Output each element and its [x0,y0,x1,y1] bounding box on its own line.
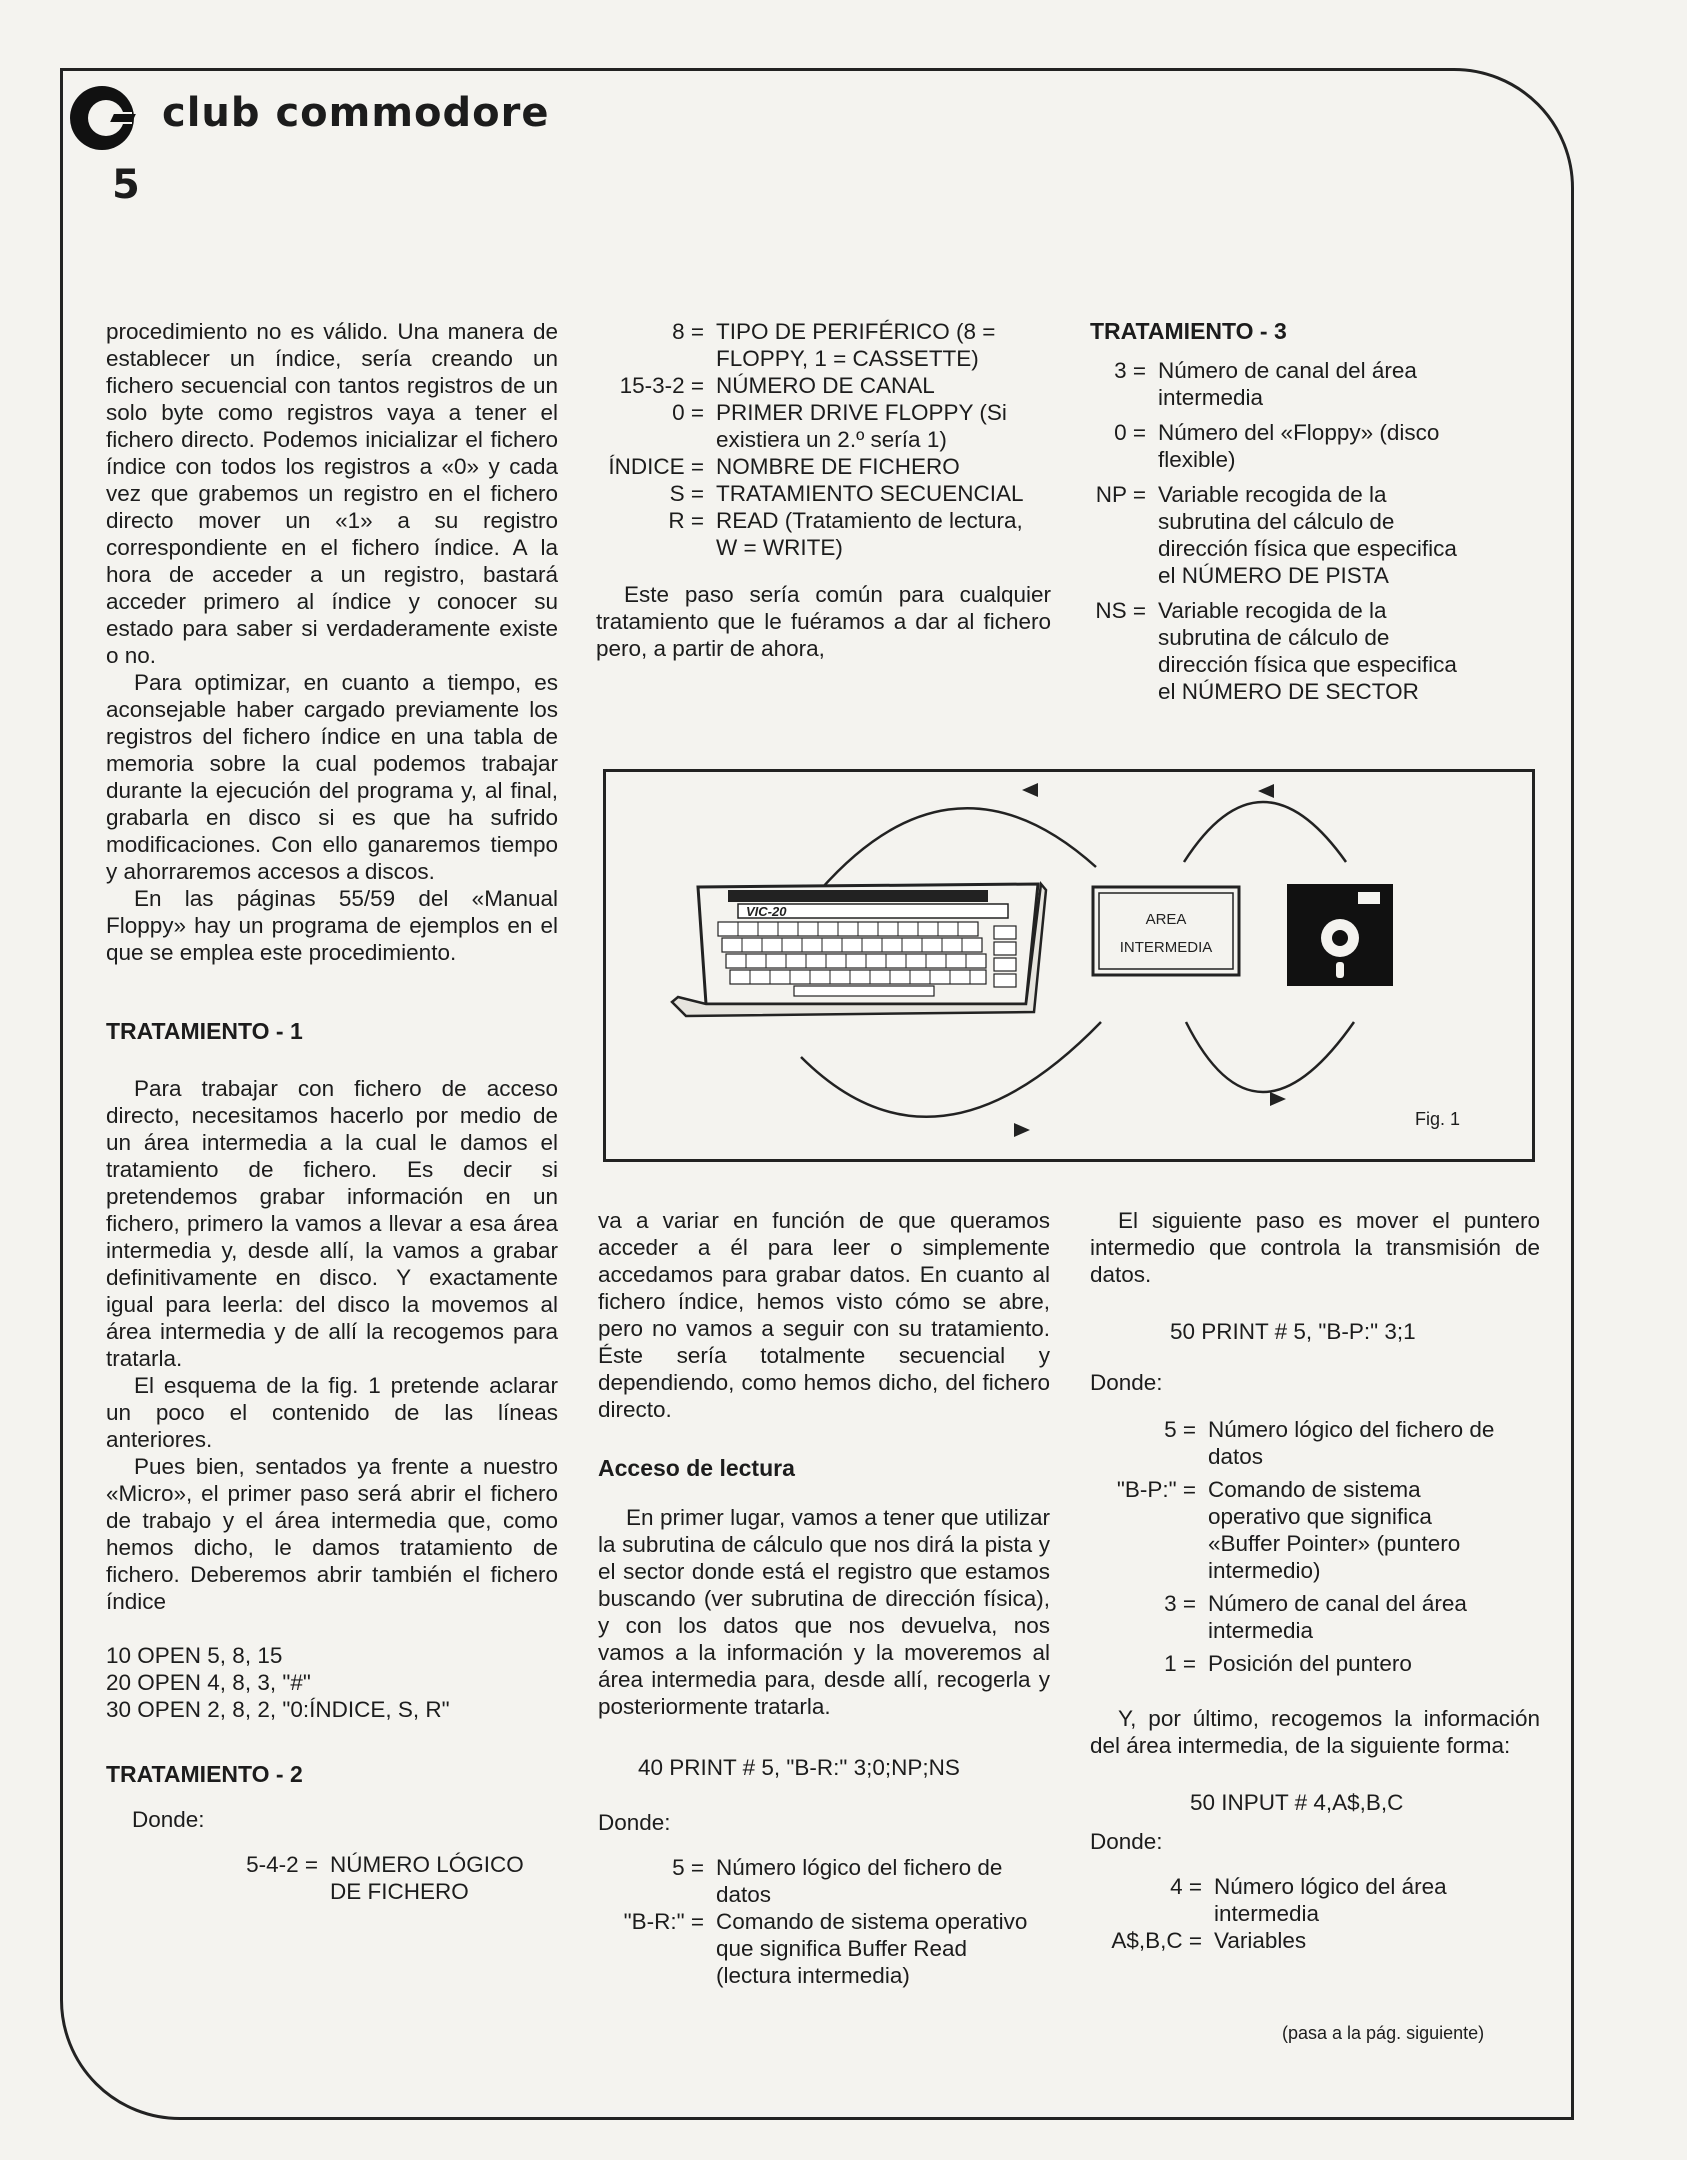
code-line: 50 INPUT # 4,A$,B,C [1190,1790,1404,1815]
column-2-top [596,318,1051,662]
column-1 [106,318,558,1905]
intermediate-area-box [1093,887,1239,975]
definition-term: 3 = [1164,1591,1196,1616]
definition-list [596,318,1051,561]
column-3-top [1090,318,1544,705]
definition-term: NP = [1095,482,1146,507]
arrow-head-icon [1258,784,1274,798]
paragraph: El siguiente paso es mover el puntero intermedio que controla la transmisión de datos. [1090,1208,1540,1287]
definition-list [1090,1873,1540,1954]
definition-desc: Comando de sistema operativo que significa «Buffer Pointer» (puntero intermedio) [1208,1477,1461,1583]
definition-desc: NÚMERO LÓGICO DE FICHERO [330,1852,524,1904]
definition-list [106,1851,558,1905]
computer-label: VIC-20 [746,904,787,919]
definition-term: ÍNDICE = [608,454,704,479]
column-2-bottom [598,1207,1050,1989]
definition-term: "B-P:" = [1116,1477,1196,1502]
definition-desc: Posición del puntero [1208,1651,1412,1676]
definition-desc: NOMBRE DE FICHERO [716,454,960,479]
figure-1 [603,769,1535,1162]
flow-arc [1184,802,1346,862]
definition-term: 3 = [1114,358,1146,383]
code-line: 30 OPEN 2, 8, 2, "0:ÍNDICE, S, R" [106,1697,450,1722]
definition-term: R = [668,508,704,533]
section-heading: TRATAMIENTO - 3 [1090,318,1287,344]
code-line: 10 OPEN 5, 8, 15 [106,1643,283,1668]
flow-arc [1186,1022,1354,1092]
definition-term: S = [669,481,704,506]
definition-desc: PRIMER DRIVE FLOPPY (Si existiera un 2.º sería 1) [716,400,1007,452]
magazine-title: club commodore [162,90,550,136]
definition-term: 5 = [672,1855,704,1880]
paragraph: Pues bien, sentados ya frente a nuestro «Micro», el primer paso será abrir el fichero de trabajo y el área intermedia que, como hemos dicho, le damos tratamiento de fichero. Deberemos abrir también el fichero índice [106,1454,558,1614]
definition-term: 5-4-2 = [246,1852,318,1877]
definition-desc: Variables [1214,1928,1307,1953]
code-line: 20 OPEN 4, 8, 3, "#" [106,1670,311,1695]
paragraph: En primer lugar, vamos a tener que utilizar la subrutina de cálculo que nos dirá la pista y el sector donde está el registro que estamos buscando (ver subrutina de dirección física), y con los datos que nos devuelva, nos vamos a la información y la moveremos al área intermedia para, desde allí, recogerla y posteriormente tratarla. [598,1505,1050,1719]
commodore-flag-icon [108,112,132,124]
figure-diagram [606,772,1532,1159]
page-number: 5 [112,162,140,208]
definition-desc: TRATAMIENTO SECUENCIAL [716,481,1024,506]
definition-term: A$,B,C = [1111,1928,1202,1953]
arrow-head-icon [1270,1092,1286,1106]
donde-label: Donde: [1090,1829,1163,1854]
definition-desc: NÚMERO DE CANAL [716,373,935,398]
code-listing [106,1642,558,1723]
definition-term: 5 = [1164,1417,1196,1442]
definition-list [1090,357,1544,705]
definition-term: 15-3-2 = [619,373,704,398]
definition-term: NS = [1095,598,1146,623]
donde-label: Donde: [132,1807,205,1832]
definition-term: 4 = [1170,1874,1202,1899]
definition-desc: Variable recogida de la subrutina del cálculo de dirección física que especifica el NÚMERO DE PISTA [1158,482,1457,588]
flow-arc [801,1022,1101,1117]
paragraph: Para trabajar con fichero de acceso directo, necesitamos hacerlo por medio de un área intermedia a la cual le damos el tratamiento de fichero. Es decir si pretendemos grabar información en un fichero, primero la vamos a llevar a esa área intermedia y, desde allí, la vamos a grabar definitivamente en disco. Y exactamente igual para leerla: del disco la movemos al área intermedia y de allí la recogemos para tratarla. [106,1076,558,1371]
paragraph: procedimiento no es válido. Una manera de establecer un índice, sería creando un fichero secuencial con tantos registros de un solo byte como registros vaya a tener el fichero directo. Podemos inicializar el fichero índice con todos los registros a «0» y cada vez que grabemos un registro en el fichero directo mover un «1» a su registro correspondiente en el fichero índice. A la hora de acceder a un registro, bastará acceder primero al índice y conocer su estado para saber si verdaderamente existe o no. [106,319,558,668]
box-label-line2: INTERMEDIA [1119,939,1213,956]
definition-term: 0 = [672,400,704,425]
figure-caption: Fig. 1 [1415,1109,1461,1129]
continued-note: (pasa a la pág. siguiente) [1282,2023,1485,2043]
paragraph: va a variar en función de que queramos acceder a él para leer o simplemente accedamos para grabar datos. En cuanto al fichero índice, hemos visto cómo se abre, pero no vamos a seguir con su tratamiento. Éste sería totalmente secuencial y dependiendo, como hemos dicho, del fichero directo. [598,1208,1050,1422]
paragraph: Para optimizar, en cuanto a tiempo, es aconsejable haber cargado previamente los registros del fichero índice en una tabla de memoria sobre la cual podemos trabajar durante la ejecución del programa y, al final, grabarla en disco si es que ha sufrido modificaciones. Con ello ganaremos tiempo y ahorraremos accesos a discos. [106,670,558,884]
definition-desc: Número de canal del área intermedia [1208,1591,1467,1643]
donde-label: Donde: [598,1810,671,1835]
definition-desc: Número de canal del área intermedia [1158,358,1417,410]
definition-term: 8 = [672,319,704,344]
definition-desc: Número del «Floppy» (disco flexible) [1158,420,1440,472]
definition-list [1090,1416,1540,1677]
arrow-head-icon [1014,1123,1030,1137]
column-3-bottom [1090,1207,1540,1954]
section-heading: Acceso de lectura [598,1455,795,1481]
definition-desc: Número lógico del área intermedia [1214,1874,1447,1926]
floppy-disk-icon [1287,884,1393,986]
definition-term: "B-R:" = [623,1909,704,1934]
definition-desc: READ (Tratamiento de lectura, W = WRITE) [716,508,1023,560]
definition-desc: Número lógico del fichero de datos [716,1855,1003,1907]
definition-desc: Número lógico del fichero de datos [1208,1417,1495,1469]
code-line: 50 PRINT # 5, "B-P:" 3;1 [1170,1319,1416,1344]
definition-list [598,1854,1050,1989]
definition-desc: Comando de sistema operativo que significa Buffer Read (lectura intermedia) [716,1909,1028,1988]
section-heading: TRATAMIENTO - 1 [106,1018,303,1044]
box-label-line1: AREA [1145,911,1187,928]
definition-term: 0 = [1114,420,1146,445]
paragraph: Y, por último, recogemos la información del área intermedia, de la siguiente forma: [1090,1706,1540,1758]
arrow-head-icon [1022,783,1038,797]
paragraph: En las páginas 55/59 del «Manual Floppy» hay un programa de ejemplos en el que se emplea este procedimiento. [106,886,558,965]
definition-desc: TIPO DE PERIFÉRICO (8 = FLOPPY, 1 = CASSETTE) [716,319,996,371]
definition-desc: Variable recogida de la subrutina de cálculo de dirección física que especifica el NÚMERO DE SECTOR [1158,598,1457,704]
paragraph: Este paso sería común para cualquier tratamiento que le fuéramos a dar al fichero pero, a partir de ahora, [596,582,1051,661]
donde-label: Donde: [1090,1370,1163,1395]
code-line: 40 PRINT # 5, "B-R:" 3;0;NP;NS [638,1755,960,1780]
computer-icon [672,884,1046,1016]
section-heading: TRATAMIENTO - 2 [106,1761,303,1787]
paragraph: El esquema de la fig. 1 pretende aclarar un poco el contenido de las líneas anteriores. [106,1373,558,1452]
definition-term: 1 = [1164,1651,1196,1676]
